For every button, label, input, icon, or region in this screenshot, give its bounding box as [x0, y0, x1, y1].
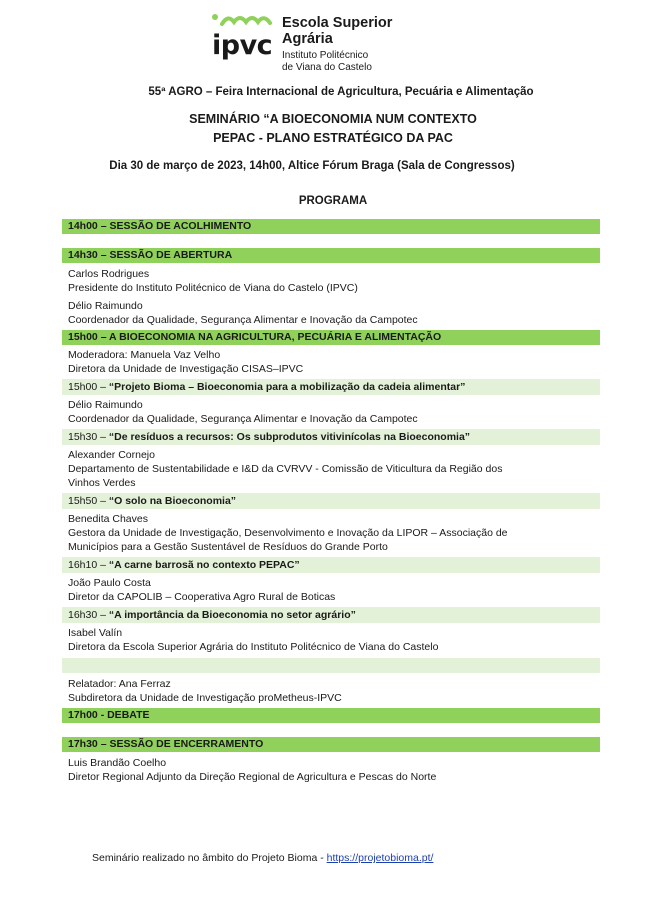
rapporteur-role: Subdiretora da Unidade de Investigação proMetheus-IPVC	[68, 692, 342, 704]
speaker-role: Diretor da CAPOLIB – Cooperativa Agro Rural de Boticas	[68, 591, 336, 603]
talk-bar	[62, 493, 600, 509]
project-link[interactable]: https://projetobioma.pt/	[326, 852, 434, 864]
blank-row	[62, 658, 600, 673]
speaker-name: João Paulo Costa	[68, 577, 151, 589]
talk-title: “O solo na Bioeconomia”	[108, 495, 237, 507]
speaker-role: Coordenador da Qualidade, Segurança Alimentar e Inovação da Campotec	[68, 413, 418, 425]
seminar-title-line-1: SEMINÁRIO “A BIOECONOMIA NUM CONTEXTO	[189, 112, 477, 126]
talk-title: “Projeto Bioma – Bioeconomia para a mobilização da cadeia alimentar”	[108, 381, 466, 393]
programa-heading: PROGRAMA	[298, 195, 368, 207]
session-bar-encerramento: 17h30 – SESSÃO DE ENCERRAMENTO	[62, 737, 600, 752]
moderator-role: Diretora da Unidade de Investigação CISAS–IPVC	[68, 363, 304, 375]
ipvc-logo	[212, 14, 412, 74]
session-bar-acolhimento: 14h00 – SESSÃO DE ACOLHIMENTO	[62, 219, 600, 234]
logo-line-2: Agrária	[282, 31, 333, 47]
logo-acronym: ipvc	[212, 30, 273, 61]
speaker-role: Presidente do Instituto Politécnico de Viana do Castelo (IPVC)	[68, 282, 358, 294]
talk-bar	[62, 429, 600, 445]
speaker-name: Carlos Rodrigues	[68, 268, 150, 280]
talk-bar	[62, 607, 600, 623]
talk-time: 15h50 –	[68, 495, 109, 507]
talk-bar	[62, 557, 600, 573]
logo-line-3: Instituto Politécnico	[282, 50, 369, 61]
talk-title: “A importância da Bioeconomia no setor agrário”	[108, 609, 356, 621]
speaker-role: Departamento de Sustentabilidade e I&D da CVRVV - Comissão de Viticultura da Região dos	[68, 463, 503, 475]
talk-title: “A carne barrosã no contexto PEPAC”	[108, 559, 300, 571]
fair-title: 55ª AGRO – Feira Internacional de Agricultura, Pecuária e Alimentação	[148, 86, 534, 98]
session-bar-bioeconomia: 15h00 – A BIOECONOMIA NA AGRICULTURA, PECUÁRIA E ALIMENTAÇÃO	[62, 330, 600, 345]
speaker-name: Alexander Cornejo	[68, 449, 155, 461]
talk-time: 15h00 –	[68, 381, 109, 393]
footer-text: Seminário realizado no âmbito do Projeto Bioma -	[92, 852, 327, 864]
talk-time: 15h30 –	[68, 431, 109, 443]
agenda	[62, 219, 600, 784]
talk-time: 16h30 –	[68, 609, 109, 621]
event-date-location: Dia 30 de março de 2023, 14h00, Altice Fórum Braga (Sala de Congressos)	[109, 160, 515, 172]
speaker-role-cont: Municípios para a Gestão Sustentável de Resíduos do Grande Porto	[68, 541, 388, 553]
logo-line-4: de Viana do Castelo	[282, 62, 372, 73]
logo-text	[282, 16, 392, 75]
session-bar-abertura: 14h30 – SESSÃO DE ABERTURA	[62, 248, 600, 263]
moderator-name: Moderadora: Manuela Vaz Velho	[68, 349, 221, 361]
speaker-name: Benedita Chaves	[68, 513, 148, 525]
speaker-role: Gestora da Unidade de Investigação, Desenvolvimento e Inovação da LIPOR – Associação de	[68, 527, 508, 539]
logo-line-1: Escola Superior	[282, 15, 393, 31]
talk-title: “De resíduos a recursos: Os subprodutos vitivinícolas na Bioeconomia”	[108, 431, 471, 443]
speaker-name: Délio Raimundo	[68, 300, 143, 312]
speaker-name: Luis Brandão Coelho	[68, 757, 167, 769]
speaker-name: Isabel Valín	[68, 627, 123, 639]
speaker-role: Diretora da Escola Superior Agrária do Instituto Politécnico de Viana do Castelo	[68, 641, 439, 653]
talk-bar	[62, 379, 600, 395]
speaker-role-cont: Vinhos Verdes	[68, 477, 136, 489]
speaker-role: Coordenador da Qualidade, Segurança Alimentar e Inovação da Campotec	[68, 314, 418, 326]
session-bar-debate: 17h00 - DEBATE	[62, 708, 600, 723]
speaker-name: Délio Raimundo	[68, 399, 143, 411]
talk-time: 16h10 –	[68, 559, 109, 571]
rapporteur-name: Relatador: Ana Ferraz	[68, 678, 171, 690]
speaker-role: Diretor Regional Adjunto da Direção Regional de Agricultura e Pescas do Norte	[68, 771, 437, 783]
footer-note	[92, 852, 433, 864]
seminar-title-line-2: PEPAC - PLANO ESTRATÉGICO DA PAC	[213, 131, 453, 145]
